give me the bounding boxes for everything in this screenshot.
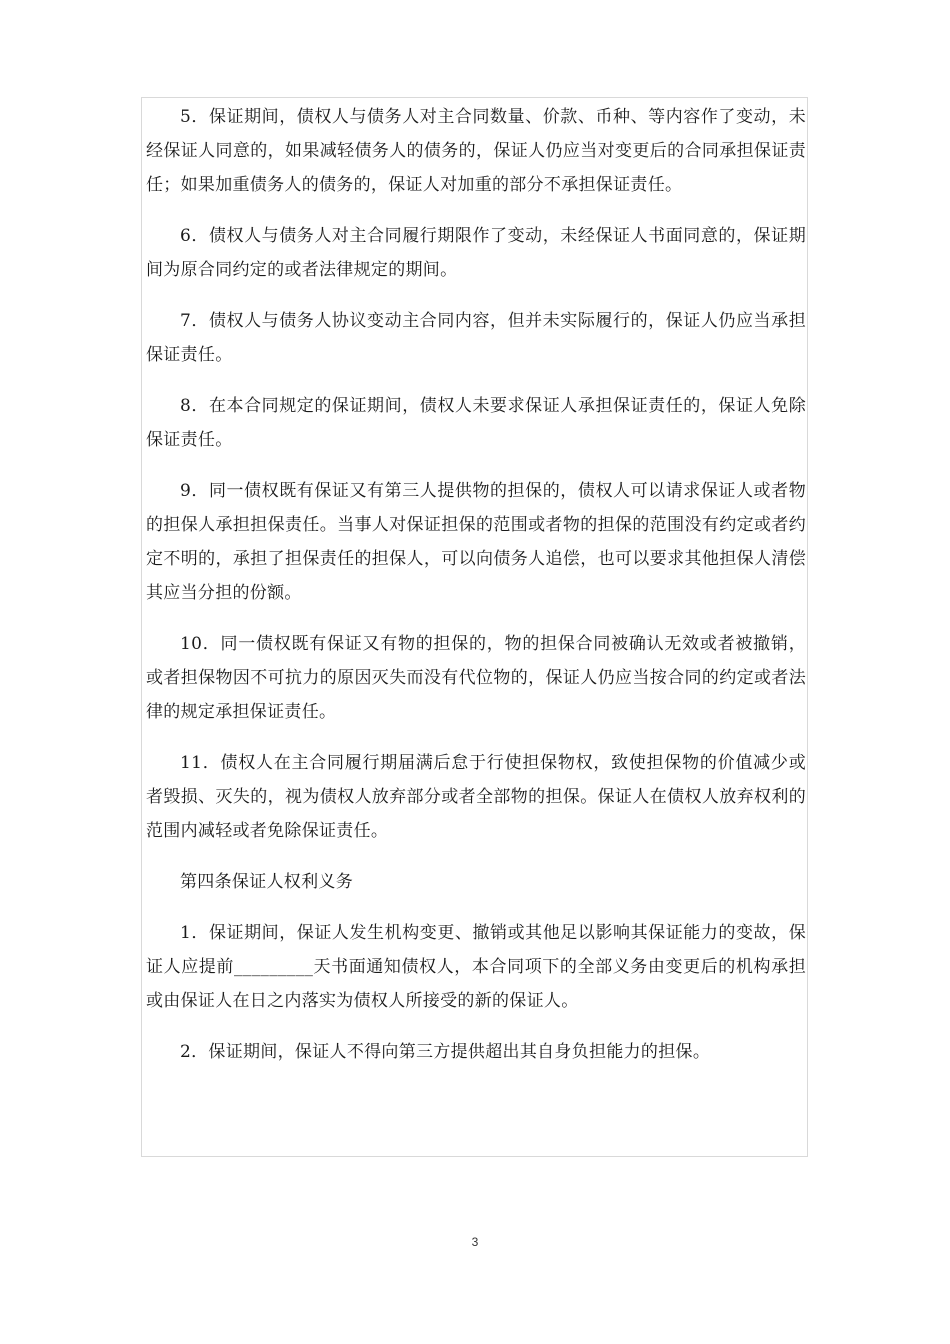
clause-8: 8．在本合同规定的保证期间，债权人未要求保证人承担保证责任的，保证人免除保证责任。 [146,396,806,450]
clause-11: 11．债权人在主合同履行期届满后怠于行使担保物权，致使担保物的价值减少或者毁损、灭失的，视为债权人放弃部分或者全部物的担保。保证人在债权人放弃权利的范围内减轻或者免除保证责任。 [146,753,806,841]
clause-9: 9．同一债权既有保证又有第三人提供物的担保的，债权人可以请求保证人或者物的担保人承担担保责任。当事人对保证担保的范围或者物的担保的范围没有约定或者约定不明的，承担了担保责任的担保人，可以向债务人追偿，也可以要求其他担保人清偿其应当分担的份额。 [146,481,806,603]
obligation-2: 2．保证期间，保证人不得向第三方提供超出其自身负担能力的担保。 [180,1042,711,1062]
clause-6: 6．债权人与债务人对主合同履行期限作了变动，未经保证人书面同意的，保证期间为原合同约定的或者法律规定的期间。 [146,226,806,280]
page-number: 3 [471,1235,479,1249]
section-heading: 第四条保证人权利义务 [180,872,353,892]
clause-7: 7．债权人与债务人协议变动主合同内容，但并未实际履行的，保证人仍应当承担保证责任。 [146,311,806,365]
clause-10: 10．同一债权既有保证又有物的担保的，物的担保合同被确认无效或者被撤销，或者担保物因不可抗力的原因灭失而没有代位物的，保证人仍应当按合同的约定或者法律的规定承担保证责任。 [146,634,806,722]
clause-5: 5．保证期间，债权人与债务人对主合同数量、价款、币种、等内容作了变动，未经保证人同意的，如果减轻债务人的债务的，保证人仍应当对变更后的合同承担保证责任；如果加重债务人的债务的，保证人对加重的部分不承担保证责任。 [146,107,806,195]
document-body [146,100,806,1086]
obligation-1: 1．保证期间，保证人发生机构变更、撤销或其他足以影响其保证能力的变故，保证人应提前_________天书面通知债权人，本合同项下的全部义务由变更后的机构承担或由保证人在日之内落实为债权人所接受的新的保证人。 [146,923,806,1011]
